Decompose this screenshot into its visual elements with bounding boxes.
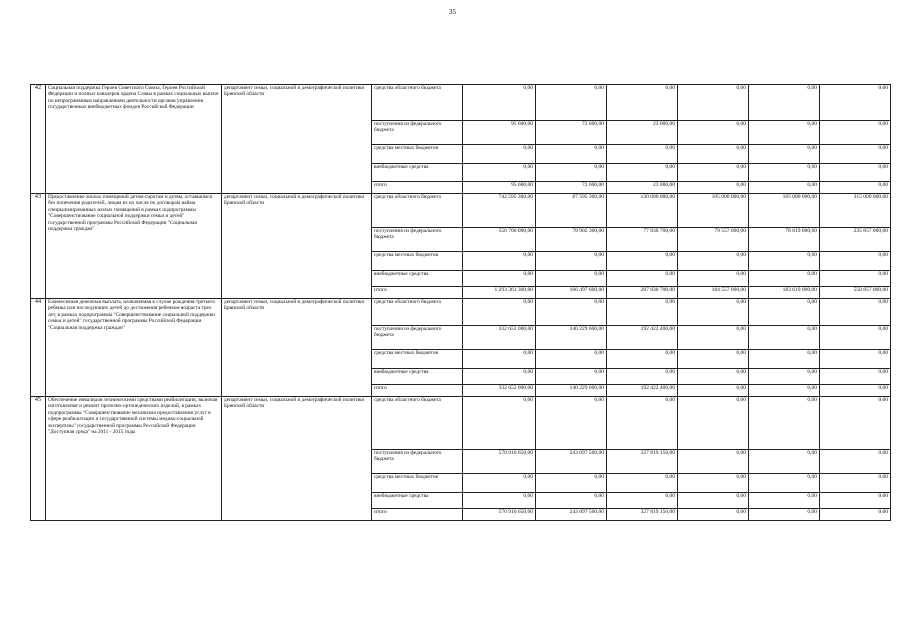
funding-source: средства местных бюджетов — [372, 474, 463, 493]
funding-source: средства областного бюджета — [372, 299, 463, 326]
row-number: 43 — [31, 194, 46, 299]
amount-cell: 0,00 — [678, 385, 749, 397]
responsible-department: департамент семьи, социальной и демографической политики Брянской области — [222, 397, 372, 521]
funding-source: поступления из федерального бюджета — [372, 228, 463, 252]
amount-cell: 130 000 000,00 — [607, 194, 678, 228]
amount-cell: 742 595 300,00 — [463, 194, 536, 228]
page-number: 35 — [449, 8, 456, 16]
amount-cell: 0,00 — [749, 252, 820, 271]
amount-cell: 0,00 — [607, 145, 678, 164]
table-body — [31, 85, 891, 521]
amount-cell: 0,00 — [749, 397, 820, 450]
amount-cell: 0,00 — [463, 493, 536, 509]
amount-cell: 0,00 — [463, 369, 536, 385]
amount-cell: 166 497 600,00 — [536, 287, 607, 299]
amount-cell: 0,00 — [678, 450, 749, 474]
funding-source: итого — [372, 385, 463, 397]
amount-cell: 0,00 — [820, 509, 891, 521]
amount-cell: 105 000 000,00 — [678, 194, 749, 228]
measure-description: Социальная поддержка Героев Советского Союза, Героев Российской Федерации и полных кавалеров ордена Славы в рамках социальных выплат по непрограммным направлениям деятельности органов управления государственных внебюджетных фондов Российской Федерации — [46, 85, 222, 194]
amount-cell: 0,00 — [678, 509, 749, 521]
funding-source: средства областного бюджета — [372, 397, 463, 450]
amount-cell: 0,00 — [536, 252, 607, 271]
amount-cell: 0,00 — [749, 326, 820, 350]
row-number: 45 — [31, 397, 46, 521]
amount-cell: 0,00 — [607, 299, 678, 326]
amount-cell: 0,00 — [678, 493, 749, 509]
measure-description: Предоставление жилых помещений детям-сиротам и детям, оставшимся без попечения родителей, лицам из их числа по договорам найма специализированных жилых помещений в рамках подпрограммы "Совершенствование социальной поддержки семьи и детей" государственной программы Российской Федерации "Социальная поддержка граждан" — [46, 194, 222, 299]
amount-cell: 0,00 — [536, 145, 607, 164]
amount-cell: 0,00 — [607, 85, 678, 121]
amount-cell: 332 652 000,00 — [463, 326, 536, 350]
amount-cell: 0,00 — [820, 85, 891, 121]
amount-cell: 0,00 — [678, 299, 749, 326]
amount-cell: 332 652 000,00 — [463, 385, 536, 397]
amount-cell: 0,00 — [820, 493, 891, 509]
amount-cell: 0,00 — [678, 145, 749, 164]
amount-cell: 0,00 — [678, 326, 749, 350]
amount-cell: 0,00 — [820, 350, 891, 369]
amount-cell: 0,00 — [820, 164, 891, 182]
amount-cell: 0,00 — [820, 397, 891, 450]
amount-cell: 23 000,00 — [607, 121, 678, 145]
amount-cell: 0,00 — [749, 182, 820, 194]
amount-cell: 0,00 — [536, 85, 607, 121]
amount-cell: 78 619 000,00 — [749, 228, 820, 252]
amount-cell: 0,00 — [820, 385, 891, 397]
amount-cell: 315 000 000,00 — [820, 194, 891, 228]
measure-description: Обеспечение инвалидов техническими средствами реабилитации, включая изготовление и ремонт протезно-ортопедических изделий, в рамках подпрограммы "Совершенствование механизма предоставления услуг в сфере реабилитации и государственной системы медико-социальной экспертизы" государственной программы Российской Федерации "Доступная среда" на 2011 - 2015 годы — [46, 397, 222, 521]
funding-source: внебюджетные средства — [372, 164, 463, 182]
amount-cell: 0,00 — [536, 299, 607, 326]
amount-cell: 0,00 — [536, 397, 607, 450]
amount-cell: 0,00 — [607, 271, 678, 287]
amount-cell: 0,00 — [749, 299, 820, 326]
amount-cell: 327 819 150,00 — [607, 450, 678, 474]
funding-source: поступления из федерального бюджета — [372, 121, 463, 145]
amount-cell: 243 097 500,00 — [536, 509, 607, 521]
amount-cell: 570 916 650,00 — [463, 509, 536, 521]
amount-cell: 0,00 — [536, 369, 607, 385]
amount-cell: 243 097 500,00 — [536, 450, 607, 474]
amount-cell: 78 902 300,00 — [536, 228, 607, 252]
amount-cell: 0,00 — [749, 369, 820, 385]
amount-cell: 235 857 000,00 — [820, 228, 891, 252]
funding-source: средства местных бюджетов — [372, 252, 463, 271]
funding-source: средства областного бюджета — [372, 194, 463, 228]
amount-cell: 0,00 — [463, 299, 536, 326]
amount-cell: 0,00 — [607, 252, 678, 271]
amount-cell: 192 422 400,00 — [607, 385, 678, 397]
table-row — [31, 85, 891, 121]
amount-cell: 0,00 — [678, 252, 749, 271]
amount-cell: 0,00 — [820, 326, 891, 350]
amount-cell: 0,00 — [607, 350, 678, 369]
amount-cell: 0,00 — [678, 85, 749, 121]
amount-cell: 0,00 — [749, 350, 820, 369]
amount-cell: 95 600,00 — [463, 182, 536, 194]
amount-cell: 105 000 000,00 — [749, 194, 820, 228]
table-row — [31, 299, 891, 326]
amount-cell: 140 229 600,00 — [536, 385, 607, 397]
amount-cell: 0,00 — [820, 121, 891, 145]
amount-cell: 0,00 — [678, 121, 749, 145]
amount-cell: 0,00 — [463, 350, 536, 369]
funding-source: поступления из федерального бюджета — [372, 450, 463, 474]
amount-cell: 0,00 — [820, 369, 891, 385]
amount-cell: 0,00 — [749, 145, 820, 164]
amount-cell: 0,00 — [607, 474, 678, 493]
amount-cell: 0,00 — [536, 271, 607, 287]
amount-cell: 23 000,00 — [607, 182, 678, 194]
funding-source: итого — [372, 509, 463, 521]
amount-cell: 0,00 — [749, 85, 820, 121]
amount-cell: 0,00 — [607, 397, 678, 450]
amount-cell: 0,00 — [820, 299, 891, 326]
amount-cell: 0,00 — [820, 252, 891, 271]
amount-cell: 0,00 — [463, 397, 536, 450]
funding-source: внебюджетные средства — [372, 369, 463, 385]
amount-cell: 0,00 — [463, 145, 536, 164]
amount-cell: 0,00 — [678, 350, 749, 369]
amount-cell: 0,00 — [607, 164, 678, 182]
amount-cell: 0,00 — [536, 350, 607, 369]
funding-source: средства местных бюджетов — [372, 145, 463, 164]
amount-cell: 0,00 — [820, 474, 891, 493]
amount-cell: 0,00 — [820, 145, 891, 164]
responsible-department: департамент семьи, социальной и демографической политики Брянской области — [222, 85, 372, 194]
budget-table — [30, 84, 891, 521]
table-row — [31, 194, 891, 228]
amount-cell: 1 293 361 300,00 — [463, 287, 536, 299]
amount-cell: 0,00 — [749, 385, 820, 397]
amount-cell: 192 422 400,00 — [607, 326, 678, 350]
amount-cell: 0,00 — [463, 252, 536, 271]
amount-cell: 0,00 — [463, 474, 536, 493]
amount-cell: 0,00 — [820, 450, 891, 474]
funding-source: итого — [372, 182, 463, 194]
measure-description: Ежемесячная денежная выплата, назначаемая в случае рождения третьего ребенка или последующих детей до достижения ребенком возраста трех лет, в рамках подпрограммы "Совершенствование социальной поддержки семьи и детей" государственной программы Российской Федерации "Социальная поддержка граждан" — [46, 299, 222, 397]
amount-cell: 0,00 — [678, 474, 749, 493]
amount-cell: 327 819 150,00 — [607, 509, 678, 521]
amount-cell: 0,00 — [536, 493, 607, 509]
amount-cell: 0,00 — [749, 121, 820, 145]
responsible-department: департамент семьи, социальной и демографической политики Брянской области — [222, 299, 372, 397]
amount-cell: 72 600,00 — [536, 182, 607, 194]
amount-cell: 0,00 — [607, 369, 678, 385]
funding-source: средства местных бюджетов — [372, 350, 463, 369]
amount-cell: 0,00 — [463, 271, 536, 287]
amount-cell: 0,00 — [463, 85, 536, 121]
funding-source: внебюджетные средства — [372, 271, 463, 287]
amount-cell: 183 619 000,00 — [749, 287, 820, 299]
funding-source: средства областного бюджета — [372, 85, 463, 121]
amount-cell: 0,00 — [820, 271, 891, 287]
amount-cell: 72 600,00 — [536, 121, 607, 145]
amount-cell: 0,00 — [536, 164, 607, 182]
amount-cell: 0,00 — [749, 493, 820, 509]
amount-cell: 0,00 — [463, 164, 536, 182]
amount-cell: 0,00 — [749, 450, 820, 474]
amount-cell: 207 830 700,00 — [607, 287, 678, 299]
amount-cell: 0,00 — [678, 182, 749, 194]
amount-cell: 0,00 — [749, 164, 820, 182]
amount-cell: 95 600,00 — [463, 121, 536, 145]
amount-cell: 550 857 000,00 — [820, 287, 891, 299]
row-number: 44 — [31, 299, 46, 397]
amount-cell: 0,00 — [678, 164, 749, 182]
amount-cell: 570 916 650,00 — [463, 450, 536, 474]
amount-cell: 140 229 600,00 — [536, 326, 607, 350]
amount-cell: 0,00 — [678, 271, 749, 287]
amount-cell: 0,00 — [749, 509, 820, 521]
funding-source: внебюджетные средства — [372, 493, 463, 509]
amount-cell: 77 830 700,00 — [607, 228, 678, 252]
amount-cell: 550 766 000,00 — [463, 228, 536, 252]
amount-cell: 87 595 300,00 — [536, 194, 607, 228]
row-number: 42 — [31, 85, 46, 194]
amount-cell: 184 557 000,00 — [678, 287, 749, 299]
amount-cell: 0,00 — [820, 182, 891, 194]
table-row — [31, 397, 891, 450]
funding-source: итого — [372, 287, 463, 299]
amount-cell: 0,00 — [749, 474, 820, 493]
amount-cell: 0,00 — [678, 397, 749, 450]
responsible-department: департамент семьи, социальной и демографической политики Брянской области — [222, 194, 372, 299]
amount-cell: 0,00 — [607, 493, 678, 509]
funding-source: поступления из федерального бюджета — [372, 326, 463, 350]
amount-cell: 0,00 — [678, 369, 749, 385]
amount-cell: 79 557 000,00 — [678, 228, 749, 252]
amount-cell: 0,00 — [749, 271, 820, 287]
amount-cell: 0,00 — [536, 474, 607, 493]
